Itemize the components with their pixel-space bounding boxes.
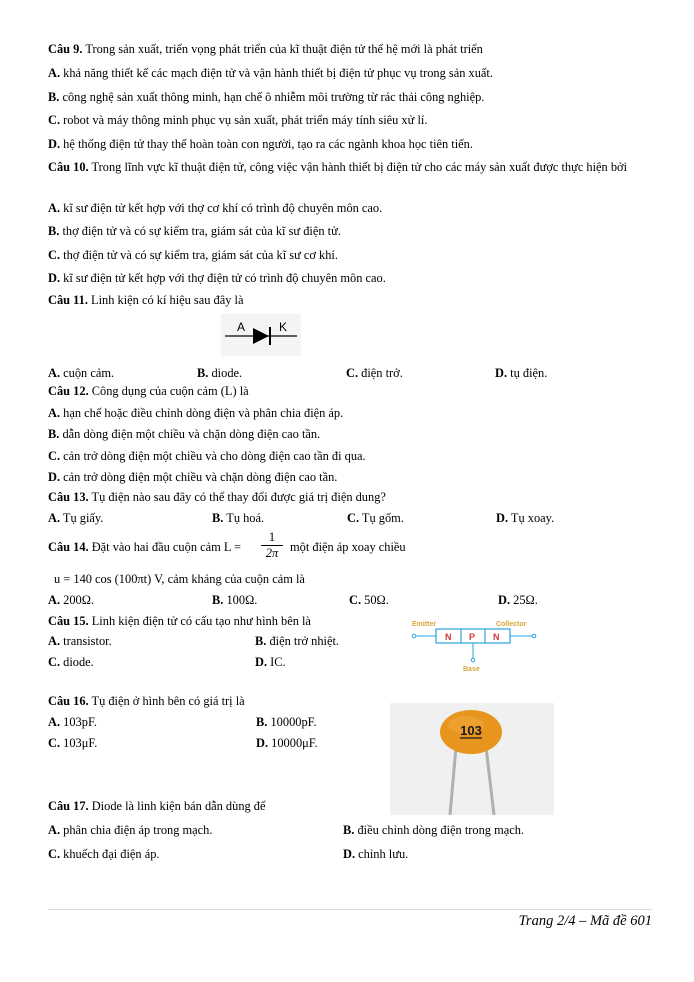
option-letter: B. [212, 511, 224, 525]
option-text: khả năng thiết kế các mạch điện tử và vận hành thiết bị điện tử phục vụ trong sản xuất. [63, 66, 493, 80]
option-b [343, 823, 524, 838]
option-d [48, 271, 386, 286]
question-stem: Diode là linh kiện bán dẫn dùng để [91, 799, 266, 813]
option-c [48, 113, 427, 128]
question-14 [48, 540, 241, 555]
option-letter: C. [48, 655, 61, 669]
option-letter: B. [256, 715, 268, 729]
option-text: 50Ω. [364, 593, 389, 607]
question-number: Câu 17. [48, 799, 89, 813]
option-text: transistor. [63, 634, 112, 648]
option-text: 10000pF. [270, 715, 317, 729]
option-d [48, 137, 473, 152]
option-letter: D. [48, 271, 61, 285]
option-text: Tụ xoay. [510, 511, 555, 525]
question-stem: Linh kiện có kí hiệu sau đây là [91, 293, 244, 307]
option-text: chỉnh lưu. [358, 847, 409, 861]
option-letter: B. [343, 823, 355, 837]
option-text: IC. [270, 655, 286, 669]
option-letter: A. [48, 823, 61, 837]
question-15 [48, 614, 311, 629]
option-letter: C. [48, 449, 61, 463]
footer-divider [48, 909, 652, 910]
option-c [48, 736, 97, 751]
option-b [48, 224, 341, 239]
option-a [48, 511, 103, 526]
option-text: Tụ giấy. [62, 511, 104, 525]
option-b [48, 90, 484, 105]
diode-symbol [221, 314, 301, 356]
option-text: thợ điện tử và có sự kiểm tra, giám sát của kĩ sư cơ khí. [63, 248, 338, 262]
question-stem-line2: u = 140 cos (100πt) V, cảm kháng của cuộn cảm là [54, 572, 305, 586]
option-letter: A. [48, 634, 61, 648]
question-13 [48, 490, 386, 505]
question-number: Câu 16. [48, 694, 89, 708]
option-text: Tụ hoá. [226, 511, 265, 525]
option-letter: B. [48, 224, 60, 238]
option-letter: D. [498, 593, 511, 607]
diode-icon [221, 314, 301, 356]
option-letter: A. [48, 715, 61, 729]
option-b [256, 715, 317, 730]
option-a [48, 66, 493, 81]
option-letter: D. [256, 736, 269, 750]
option-c [48, 248, 338, 263]
question-number: Câu 15. [48, 614, 89, 628]
question-stem: Tụ điện nào sau đây có thể thay đổi được giá trị điện dung? [91, 490, 386, 504]
option-letter: A. [48, 201, 61, 215]
option-b [255, 634, 339, 649]
emitter-label: Emitter [412, 621, 437, 628]
option-a [48, 634, 112, 649]
question-number: Câu 14. [48, 540, 89, 554]
option-d [256, 736, 318, 751]
option-letter: A. [48, 593, 61, 607]
question-stem: Trong sản xuất, triển vọng phát triển của kĩ thuật điện tử thế hệ mới là phát triển [85, 42, 483, 56]
option-c [346, 366, 403, 381]
option-a [48, 406, 343, 421]
option-d [496, 511, 554, 526]
option-text: 103μF. [63, 736, 98, 750]
question-17 [48, 799, 266, 814]
ceramic-capacitor-image [390, 703, 554, 815]
option-text: thợ điện tử và có sự kiểm tra, giám sát của kĩ sư điện tử. [62, 224, 341, 238]
option-d [48, 470, 337, 485]
question-12 [48, 384, 249, 399]
question-stem: Linh kiện điện tử có cấu tạo như hình bên là [91, 614, 311, 628]
option-d [255, 655, 286, 670]
question-10 [48, 159, 654, 176]
fraction-denominator: 2π [265, 546, 279, 560]
question-number: Câu 9. [48, 42, 83, 56]
question-stem: Tụ điện ở hình bên có giá trị là [91, 694, 245, 708]
option-d [498, 593, 538, 608]
option-a [48, 823, 212, 838]
page-footer: Trang 2/4 – Mã đề 601 [518, 913, 652, 929]
question-number: Câu 10. [48, 160, 89, 174]
option-letter: B. [48, 427, 60, 441]
option-text: hạn chế hoặc điều chỉnh dòng điện và phân chia điện áp. [63, 406, 344, 420]
option-text: robot và máy thông minh phục vụ sản xuất, phát triển máy tính siêu xử lí. [63, 113, 428, 127]
option-text: dẫn dòng điện một chiều và chặn dòng điện cao tần. [62, 427, 321, 441]
option-letter: A. [48, 366, 61, 380]
option-text: 103pF. [63, 715, 97, 729]
option-d [343, 847, 408, 862]
option-text: diode. [211, 366, 243, 380]
option-letter: C. [48, 736, 61, 750]
question-16 [48, 694, 245, 709]
option-text: khuếch đại điện áp. [63, 847, 160, 861]
collector-label: Collector [496, 621, 527, 628]
option-a [48, 593, 94, 608]
option-c [48, 449, 366, 464]
option-text: hệ thống điện tử thay thế hoàn toàn con người, tạo ra các ngành khoa học tiên tiến. [63, 137, 473, 151]
option-text: 25Ω. [513, 593, 538, 607]
option-text: cuộn cảm. [63, 366, 115, 380]
option-b [212, 511, 264, 526]
option-letter: C. [349, 593, 362, 607]
question-number: Câu 13. [48, 490, 89, 504]
option-letter: C. [48, 113, 61, 127]
anode-label: A [237, 320, 246, 334]
question-stem-after: một điện áp xoay chiều [290, 540, 406, 554]
ceramic-capacitor-icon [390, 703, 554, 815]
option-text: tụ điện. [510, 366, 548, 380]
fraction-numerator: 1 [268, 530, 276, 544]
option-text: công nghệ sản xuất thông minh, hạn chế ô nhiễm môi trường từ rác thải công nghiệp. [62, 90, 485, 104]
option-c [48, 655, 94, 670]
option-letter: B. [212, 593, 224, 607]
option-letter: A. [48, 511, 61, 525]
option-letter: A. [48, 406, 61, 420]
option-letter: C. [48, 847, 61, 861]
option-b [48, 427, 320, 442]
option-a [48, 366, 114, 381]
inductance-fraction [261, 530, 283, 561]
option-letter: B. [255, 634, 267, 648]
option-b [212, 593, 257, 608]
question-9 [48, 42, 483, 57]
option-text: kĩ sư điện tử kết hợp với thợ cơ khí có trình độ chuyên môn cao. [63, 201, 383, 215]
option-a [48, 715, 97, 730]
option-letter: D. [495, 366, 508, 380]
option-letter: A. [48, 66, 61, 80]
question-number: Câu 12. [48, 384, 89, 398]
question-stem-before: Đặt vào hai đầu cuộn cảm L = [91, 540, 242, 554]
npn-transistor-diagram [410, 617, 540, 673]
option-text: diode. [63, 655, 94, 669]
option-letter: D. [48, 137, 61, 151]
question-stem: Trong lĩnh vực kĩ thuật điện tử, công việc vận hành thiết bị điện tử cho các máy sản xuất được thực hiện bởi [91, 160, 628, 174]
n-region-1: N [445, 632, 452, 642]
option-d [495, 366, 547, 381]
cathode-label: K [279, 320, 288, 334]
option-text: cản trở dòng điện một chiều và cho dòng điện cao tần đi qua. [63, 449, 366, 463]
option-text: phân chia điện áp trong mạch. [63, 823, 213, 837]
option-c [48, 847, 160, 862]
option-c [347, 511, 404, 526]
option-text: 10000μF. [271, 736, 318, 750]
question-11 [48, 293, 243, 308]
option-text: điều chỉnh dòng điện trong mạch. [357, 823, 525, 837]
option-text: điện trở nhiệt. [269, 634, 340, 648]
option-letter: C. [346, 366, 359, 380]
option-letter: B. [48, 90, 60, 104]
option-text: cản trở dòng điện một chiều và chặn dòng điện cao tần. [63, 470, 338, 484]
option-letter: D. [496, 511, 509, 525]
option-text: kĩ sư điện tử kết hợp với thợ điện tử có trình độ chuyên môn cao. [63, 271, 386, 285]
base-label: Base [463, 666, 480, 673]
npn-structure-icon [410, 617, 540, 673]
option-text: 200Ω. [63, 593, 95, 607]
option-letter: C. [347, 511, 360, 525]
option-b [197, 366, 242, 381]
option-letter: D. [48, 470, 61, 484]
capacitor-code: 103 [460, 723, 482, 738]
option-letter: C. [48, 248, 61, 262]
option-c [349, 593, 389, 608]
question-number: Câu 11. [48, 293, 88, 307]
option-letter: D. [343, 847, 356, 861]
option-text: Tụ gốm. [361, 511, 404, 525]
question-stem: Công dụng của cuộn cảm (L) là [91, 384, 249, 398]
option-text: điện trở. [361, 366, 403, 380]
option-a [48, 201, 382, 216]
p-region: P [469, 632, 476, 642]
option-text: 100Ω. [226, 593, 258, 607]
option-letter: D. [255, 655, 268, 669]
n-region-2: N [493, 632, 500, 642]
option-letter: B. [197, 366, 209, 380]
